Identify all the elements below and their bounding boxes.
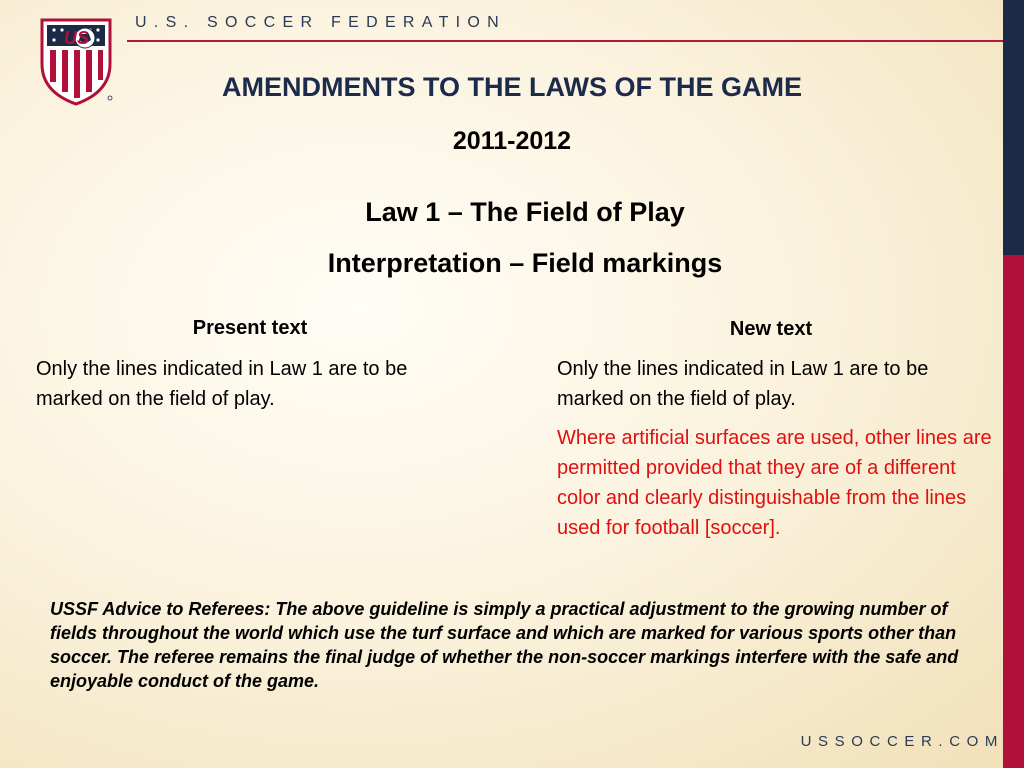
header-divider (127, 40, 1003, 42)
present-text-heading: Present text (192, 317, 308, 339)
present-text-body: Only the lines indicated in Law 1 are to be marked on the field of play. (36, 358, 408, 410)
new-text-body: Only the lines indicated in Law 1 are to be marked on the field of play. (557, 358, 929, 410)
crest-letters: US (64, 28, 90, 48)
law-subtitle: Interpretation – Field markings (327, 248, 723, 278)
new-text-addition: Where artificial surfaces are used, other lines are permitted provided that they are of a different color and clearly distinguishable from the lines used for football [soccer]. (557, 427, 992, 539)
season-label: 2011-2012 (452, 127, 572, 155)
page-title-text: AMENDMENTS TO THE LAWS OF THE GAME (222, 72, 802, 102)
page-title (0, 72, 1024, 103)
law-title: Law 1 – The Field of Play (365, 197, 685, 227)
referee-advice: USSF Advice to Referees: The above guideline is simply a practical adjustment to the growing number of fields throughout the world which use the turf surface and which are marked for various sports other than soccer. The referee remains the final judge of whether the non-soccer markings interfere with the safe and enjoyable conduct of the game. (50, 599, 959, 691)
footer-website: USSOCCER.COM (800, 733, 1004, 750)
right-stripe-red (1003, 255, 1024, 768)
federation-title: U.S. SOCCER FEDERATION (135, 14, 506, 31)
new-text-heading: New text (729, 318, 813, 340)
